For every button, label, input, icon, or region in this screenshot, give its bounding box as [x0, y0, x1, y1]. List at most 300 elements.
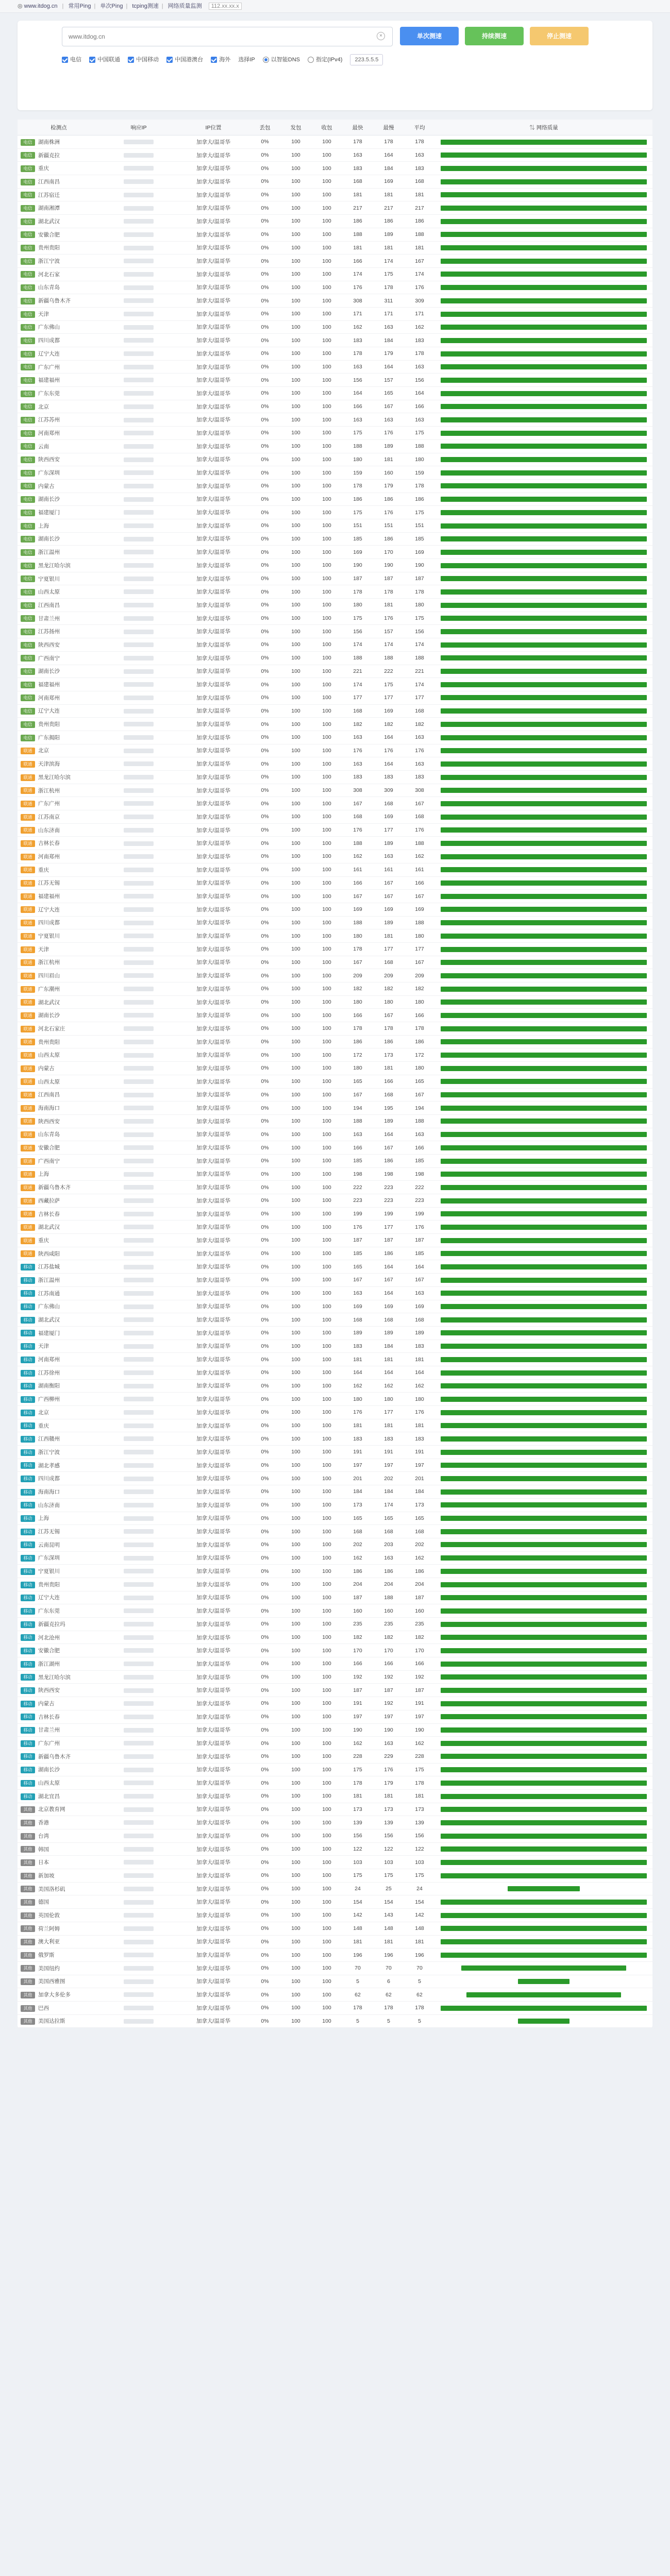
quality-bar — [441, 563, 647, 568]
overseas-checkbox[interactable]: 中国港澳台 — [166, 54, 203, 66]
location-name: 宁夏银川 — [38, 933, 60, 940]
masked-ip — [124, 1781, 154, 1785]
isp-badge: 联通 — [21, 1171, 35, 1178]
quality-bar — [441, 589, 647, 595]
masked-ip — [124, 696, 154, 700]
ip-cell — [100, 162, 177, 175]
table-row — [18, 1446, 652, 1459]
location-cell — [18, 1948, 100, 1962]
location-name: 江苏无锡 — [38, 880, 60, 887]
sent-cell: 100 — [280, 175, 311, 189]
ip-cell — [100, 1591, 177, 1604]
quality-cell — [435, 241, 652, 255]
col-quality[interactable]: ⇅ 网络质量 — [435, 120, 652, 135]
ip-position-cell: 加拿大/温哥华 — [177, 2001, 249, 2014]
ip-cell — [100, 506, 177, 519]
table-row — [18, 1128, 652, 1141]
avg-cell: 183 — [404, 771, 435, 784]
recv-cell: 100 — [311, 519, 342, 532]
quality-bar — [441, 140, 647, 145]
col-sent[interactable]: 发包 — [280, 120, 311, 135]
mobile-checkbox[interactable]: 中国移动 — [128, 54, 159, 66]
max-cell: 181 — [373, 1062, 404, 1075]
avg-cell: 164 — [404, 1366, 435, 1379]
quality-bar — [441, 1026, 647, 1031]
ip-position-cell: 加拿大/温哥华 — [177, 162, 249, 175]
min-cell: 188 — [342, 1114, 373, 1128]
avg-cell: 172 — [404, 1048, 435, 1062]
recv-cell: 100 — [311, 1961, 342, 1975]
nav-link-3[interactable]: tcping测速 — [132, 3, 159, 9]
table-row — [18, 1829, 652, 1843]
ip-position-cell: 加拿大/温哥华 — [177, 665, 249, 678]
isp-badge: 电信 — [21, 483, 35, 489]
location-cell — [18, 546, 100, 559]
ip-cell — [100, 1578, 177, 1591]
masked-ip — [124, 1370, 154, 1375]
ip-cell — [100, 1088, 177, 1101]
quality-cell — [435, 1988, 652, 2002]
masked-ip — [124, 828, 154, 833]
min-cell: 198 — [342, 1167, 373, 1181]
location-cell — [18, 1009, 100, 1022]
sent-cell: 100 — [280, 1935, 311, 1948]
ip-cell — [100, 612, 177, 625]
avg-cell: 187 — [404, 1684, 435, 1697]
ip-cell — [100, 797, 177, 810]
max-cell: 174 — [373, 638, 404, 652]
custom-ip-radio[interactable]: 指定(IPv4) — [308, 54, 342, 66]
min-cell: 176 — [342, 1221, 373, 1234]
telecom-checkbox[interactable]: 电信 — [62, 54, 81, 66]
location-name: 天津 — [38, 946, 49, 953]
ip-cell — [100, 1618, 177, 1631]
masked-ip — [124, 1291, 154, 1296]
quality-cell — [435, 1909, 652, 1922]
chart-icon: ⇅ — [529, 124, 537, 131]
ip-position-cell: 加拿大/温哥华 — [177, 1750, 249, 1763]
loss-cell: 0% — [249, 1525, 280, 1538]
col-loss[interactable]: 丢包 — [249, 120, 280, 135]
recv-cell: 100 — [311, 1710, 342, 1723]
max-cell: 186 — [373, 1247, 404, 1260]
avg-cell: 202 — [404, 1538, 435, 1551]
location-cell — [18, 1644, 100, 1657]
table-row — [18, 387, 652, 400]
quality-bar — [441, 1939, 647, 1944]
ip-position-cell: 加拿大/温哥华 — [177, 1353, 249, 1366]
ip-position-cell: 加拿大/温哥华 — [177, 427, 249, 440]
min-cell: 163 — [342, 360, 373, 374]
min-cell: 180 — [342, 995, 373, 1009]
max-cell: 164 — [373, 148, 404, 162]
sent-cell: 100 — [280, 427, 311, 440]
masked-ip — [124, 642, 154, 647]
ip-position-cell: 加拿大/温哥华 — [177, 1684, 249, 1697]
location-name: 北京 — [38, 403, 49, 410]
masked-ip — [124, 801, 154, 806]
table-row — [18, 506, 652, 519]
table-row — [18, 1737, 652, 1750]
isp-badge: 其他 — [21, 1992, 35, 1998]
location-name: 安徽合肥 — [38, 231, 60, 238]
location-cell — [18, 1631, 100, 1644]
max-cell: 181 — [373, 188, 404, 201]
masked-ip — [124, 841, 154, 846]
isp-badge: 其他 — [21, 2018, 35, 2025]
recv-cell: 100 — [311, 241, 342, 255]
min-cell: 164 — [342, 387, 373, 400]
location-name: 湖北武汉 — [38, 218, 60, 225]
masked-ip — [124, 537, 154, 541]
recv-cell: 100 — [311, 1286, 342, 1300]
location-cell — [18, 1260, 100, 1274]
ip-position-cell: 加拿大/温哥华 — [177, 1419, 249, 1432]
recv-cell: 100 — [311, 1895, 342, 1909]
isp-badge: 电信 — [21, 258, 35, 265]
masked-ip — [124, 1543, 154, 1547]
avg-cell: 162 — [404, 850, 435, 863]
masked-ip — [124, 1503, 154, 1507]
quality-cell — [435, 162, 652, 175]
table-row — [18, 929, 652, 943]
recv-cell: 100 — [311, 387, 342, 400]
col-min[interactable]: 最快 — [342, 120, 373, 135]
unicom-checkbox[interactable]: 中国联通 — [89, 54, 120, 66]
ip-position-cell: 加拿大/温哥华 — [177, 1842, 249, 1856]
avg-cell: 184 — [404, 1485, 435, 1499]
sent-cell: 100 — [280, 1803, 311, 1816]
min-cell: 202 — [342, 1538, 373, 1551]
min-cell: 183 — [342, 1432, 373, 1446]
isp-badge: 电信 — [21, 682, 35, 688]
quality-bar — [441, 669, 647, 674]
location-cell — [18, 453, 100, 466]
max-cell: 181 — [373, 929, 404, 943]
quality-bar — [441, 470, 647, 476]
col-location[interactable]: 检测点 — [18, 120, 100, 135]
ip-position-cell: 加拿大/温哥华 — [177, 281, 249, 294]
quality-bar — [508, 1886, 580, 1891]
isp-badge: 联通 — [21, 973, 35, 979]
avg-cell: 163 — [404, 731, 435, 744]
quality-cell — [435, 1512, 652, 1525]
min-cell: 191 — [342, 1446, 373, 1459]
min-cell: 183 — [342, 334, 373, 347]
max-cell: 174 — [373, 1498, 404, 1512]
table-row — [18, 625, 652, 638]
avg-cell: 175 — [404, 427, 435, 440]
loss-cell: 0% — [249, 903, 280, 916]
location-cell — [18, 625, 100, 638]
col-ip-position[interactable]: IP位置 — [177, 120, 249, 135]
isp-badge: 电信 — [21, 496, 35, 503]
avg-cell: 178 — [404, 2001, 435, 2014]
recv-cell: 100 — [311, 1763, 342, 1776]
quality-cell — [435, 148, 652, 162]
sent-cell: 100 — [280, 651, 311, 665]
quality-cell — [435, 1578, 652, 1591]
auto-dns-radio[interactable]: 以智能DNS — [263, 54, 300, 66]
quality-cell — [435, 400, 652, 413]
ip-position-cell: 加拿大/温哥华 — [177, 519, 249, 532]
loss-cell: 0% — [249, 585, 280, 599]
col-ip[interactable]: 响应IP — [100, 120, 177, 135]
avg-cell: 174 — [404, 678, 435, 691]
location-cell — [18, 1459, 100, 1472]
isp-badge: 移动 — [21, 1290, 35, 1297]
ip-cell — [100, 1101, 177, 1115]
avg-cell: 201 — [404, 1472, 435, 1485]
recv-cell: 100 — [311, 916, 342, 929]
isp-badge: 联通 — [21, 1118, 35, 1125]
masked-ip — [124, 722, 154, 726]
quality-cell — [435, 1419, 652, 1432]
table-row — [18, 1181, 652, 1194]
masked-ip — [124, 1940, 154, 1944]
quality-bar — [441, 1662, 647, 1667]
quality-bar — [441, 655, 647, 660]
ip-cell — [100, 969, 177, 982]
masked-ip — [124, 484, 154, 488]
min-cell: 181 — [342, 1789, 373, 1803]
recv-cell: 100 — [311, 1221, 342, 1234]
quality-cell — [435, 1816, 652, 1829]
max-cell: 186 — [373, 1565, 404, 1578]
avg-cell: 204 — [404, 1578, 435, 1591]
max-cell: 164 — [373, 360, 404, 374]
sent-cell: 100 — [280, 1750, 311, 1763]
recv-cell: 100 — [311, 982, 342, 996]
table-row — [18, 1498, 652, 1512]
avg-cell: 175 — [404, 1763, 435, 1776]
ip-position-cell: 加拿大/温哥华 — [177, 1988, 249, 2002]
quality-bar — [441, 1238, 647, 1243]
ip-cell — [100, 360, 177, 374]
sent-cell: 100 — [280, 1604, 311, 1618]
isp-badge: 电信 — [21, 668, 35, 675]
sent-cell: 100 — [280, 1922, 311, 1935]
avg-cell: 178 — [404, 479, 435, 493]
single-test-button[interactable]: 单次测速 — [400, 27, 459, 45]
quality-cell — [435, 916, 652, 929]
quality-cell — [435, 771, 652, 784]
isp-badge: 电信 — [21, 655, 35, 662]
recv-cell: 100 — [311, 1789, 342, 1803]
quality-bar — [441, 815, 647, 820]
table-row — [18, 1406, 652, 1419]
isp-badge: 其他 — [21, 1873, 35, 1879]
table-row — [18, 281, 652, 294]
loss-cell: 0% — [249, 810, 280, 824]
ip-position-cell: 加拿大/温哥华 — [177, 1154, 249, 1167]
min-cell: 181 — [342, 241, 373, 255]
ip-cell — [100, 466, 177, 480]
location-cell — [18, 1048, 100, 1062]
recv-cell: 100 — [311, 2014, 342, 2028]
loss-cell: 0% — [249, 1895, 280, 1909]
loss-cell: 0% — [249, 850, 280, 863]
location-cell — [18, 1207, 100, 1221]
avg-cell: 309 — [404, 294, 435, 308]
recv-cell: 100 — [311, 863, 342, 876]
ip-position-cell: 加拿大/温哥华 — [177, 294, 249, 308]
ip-input[interactable]: 223.5.5.5 — [350, 54, 383, 65]
recv-cell: 100 — [311, 1114, 342, 1128]
location-name: 湖南长沙 — [38, 1012, 60, 1019]
max-cell: 235 — [373, 1618, 404, 1631]
sent-cell: 100 — [280, 1432, 311, 1446]
ip-cell — [100, 1048, 177, 1062]
search-input[interactable] — [62, 27, 358, 46]
table-row — [18, 201, 652, 215]
nav-link-2[interactable]: 单次Ping — [100, 3, 123, 9]
min-cell: 62 — [342, 1988, 373, 2002]
stop-test-button[interactable]: 停止测速 — [530, 27, 589, 45]
max-cell: 151 — [373, 519, 404, 532]
ip-cell — [100, 347, 177, 361]
table-row — [18, 956, 652, 969]
clear-icon[interactable]: × — [377, 32, 385, 40]
isp-badge: 移动 — [21, 1608, 35, 1615]
recv-cell: 100 — [311, 334, 342, 347]
recv-cell: 100 — [311, 1194, 342, 1208]
min-cell: 148 — [342, 1922, 373, 1935]
ip-position-cell: 加拿大/温哥华 — [177, 506, 249, 519]
max-cell: 163 — [373, 413, 404, 427]
table-row — [18, 1035, 652, 1048]
recv-cell: 100 — [311, 307, 342, 320]
ip-position-cell: 加拿大/温哥华 — [177, 1260, 249, 1274]
quality-cell — [435, 2001, 652, 2014]
masked-ip — [124, 1489, 154, 1494]
recv-cell: 100 — [311, 572, 342, 585]
loss-cell: 0% — [249, 1313, 280, 1327]
ip-cell — [100, 1022, 177, 1036]
quality-bar — [441, 841, 647, 846]
location-cell — [18, 1710, 100, 1723]
col-max[interactable]: 最慢 — [373, 120, 404, 135]
quality-cell — [435, 1274, 652, 1287]
recv-cell: 100 — [311, 453, 342, 466]
location-cell — [18, 1247, 100, 1260]
sent-cell: 100 — [280, 2001, 311, 2014]
site-link[interactable]: www.itdog.cn — [24, 3, 58, 9]
avg-cell: 168 — [404, 1313, 435, 1327]
location-name: 上海 — [38, 1515, 49, 1522]
min-cell: 173 — [342, 1803, 373, 1816]
ip-cell — [100, 1948, 177, 1962]
quality-cell — [435, 1565, 652, 1578]
location-cell — [18, 890, 100, 903]
loss-cell: 0% — [249, 1948, 280, 1962]
max-cell: 229 — [373, 1750, 404, 1763]
quality-cell — [435, 863, 652, 876]
loss-cell: 0% — [249, 678, 280, 691]
quality-cell — [435, 1247, 652, 1260]
recv-cell: 100 — [311, 400, 342, 413]
sent-cell: 100 — [280, 1551, 311, 1565]
table-row — [18, 1459, 652, 1472]
loss-cell: 0% — [249, 1419, 280, 1432]
ip-cell — [100, 1525, 177, 1538]
nav-link-1[interactable]: 常用Ping — [68, 3, 91, 9]
avg-cell: 166 — [404, 876, 435, 890]
recv-cell: 100 — [311, 744, 342, 757]
ip-position-cell: 加拿大/温哥华 — [177, 135, 249, 149]
quality-cell — [435, 704, 652, 718]
masked-ip — [124, 788, 154, 793]
sent-cell: 100 — [280, 1167, 311, 1181]
max-cell: 160 — [373, 1604, 404, 1618]
min-cell: 180 — [342, 453, 373, 466]
loss-cell: 0% — [249, 334, 280, 347]
loss-cell: 0% — [249, 479, 280, 493]
location-cell — [18, 757, 100, 771]
isp-badge: 联通 — [21, 1145, 35, 1151]
min-cell: 166 — [342, 876, 373, 890]
sent-cell: 100 — [280, 1816, 311, 1829]
max-cell: 163 — [373, 1737, 404, 1750]
table-row — [18, 1670, 652, 1684]
ip-cell — [100, 956, 177, 969]
min-cell: 156 — [342, 625, 373, 638]
sent-cell: 100 — [280, 995, 311, 1009]
location-cell — [18, 1604, 100, 1618]
sent-cell: 100 — [280, 771, 311, 784]
ip-position-cell: 加拿大/温哥华 — [177, 863, 249, 876]
quality-cell — [435, 1406, 652, 1419]
location-name: 湖北武汉 — [38, 1317, 60, 1324]
col-recv[interactable]: 收包 — [311, 120, 342, 135]
ip-cell — [100, 942, 177, 956]
ip-cell — [100, 1789, 177, 1803]
location-cell — [18, 1697, 100, 1710]
isp-badge: 电信 — [21, 351, 35, 358]
ip-position-cell: 加拿大/温哥华 — [177, 1697, 249, 1710]
ip-position-cell: 加拿大/温哥华 — [177, 942, 249, 956]
min-cell: 186 — [342, 493, 373, 506]
foreign-checkbox[interactable]: 海外 — [211, 54, 230, 66]
ip-position-cell: 加拿大/温哥华 — [177, 1498, 249, 1512]
location-name: 安徽合肥 — [38, 1145, 60, 1151]
quality-bar — [441, 960, 647, 965]
quality-cell — [435, 201, 652, 215]
loss-cell: 0% — [249, 506, 280, 519]
sent-cell: 100 — [280, 823, 311, 837]
max-cell: 203 — [373, 1538, 404, 1551]
quality-bar — [441, 1807, 647, 1812]
sent-cell: 100 — [280, 267, 311, 281]
location-name: 湖北孝感 — [38, 1462, 60, 1469]
ip-cell — [100, 1406, 177, 1419]
masked-ip — [124, 365, 154, 369]
ip-position-cell: 加拿大/温哥华 — [177, 1009, 249, 1022]
continuous-test-button[interactable]: 持续测速 — [465, 27, 524, 45]
avg-cell: 223 — [404, 1194, 435, 1208]
quality-cell — [435, 678, 652, 691]
ip-position-cell: 加拿大/温哥华 — [177, 347, 249, 361]
sent-cell: 100 — [280, 1472, 311, 1485]
table-row — [18, 532, 652, 546]
nav-link-4[interactable]: 网络质量监测 — [167, 3, 202, 9]
col-avg[interactable]: 平均 — [404, 120, 435, 135]
max-cell: 181 — [373, 1789, 404, 1803]
location-name: 荷兰阿姆 — [38, 1925, 60, 1932]
quality-bar — [441, 1330, 647, 1335]
ip-position-cell: 加拿大/温哥华 — [177, 228, 249, 241]
quality-cell — [435, 1286, 652, 1300]
